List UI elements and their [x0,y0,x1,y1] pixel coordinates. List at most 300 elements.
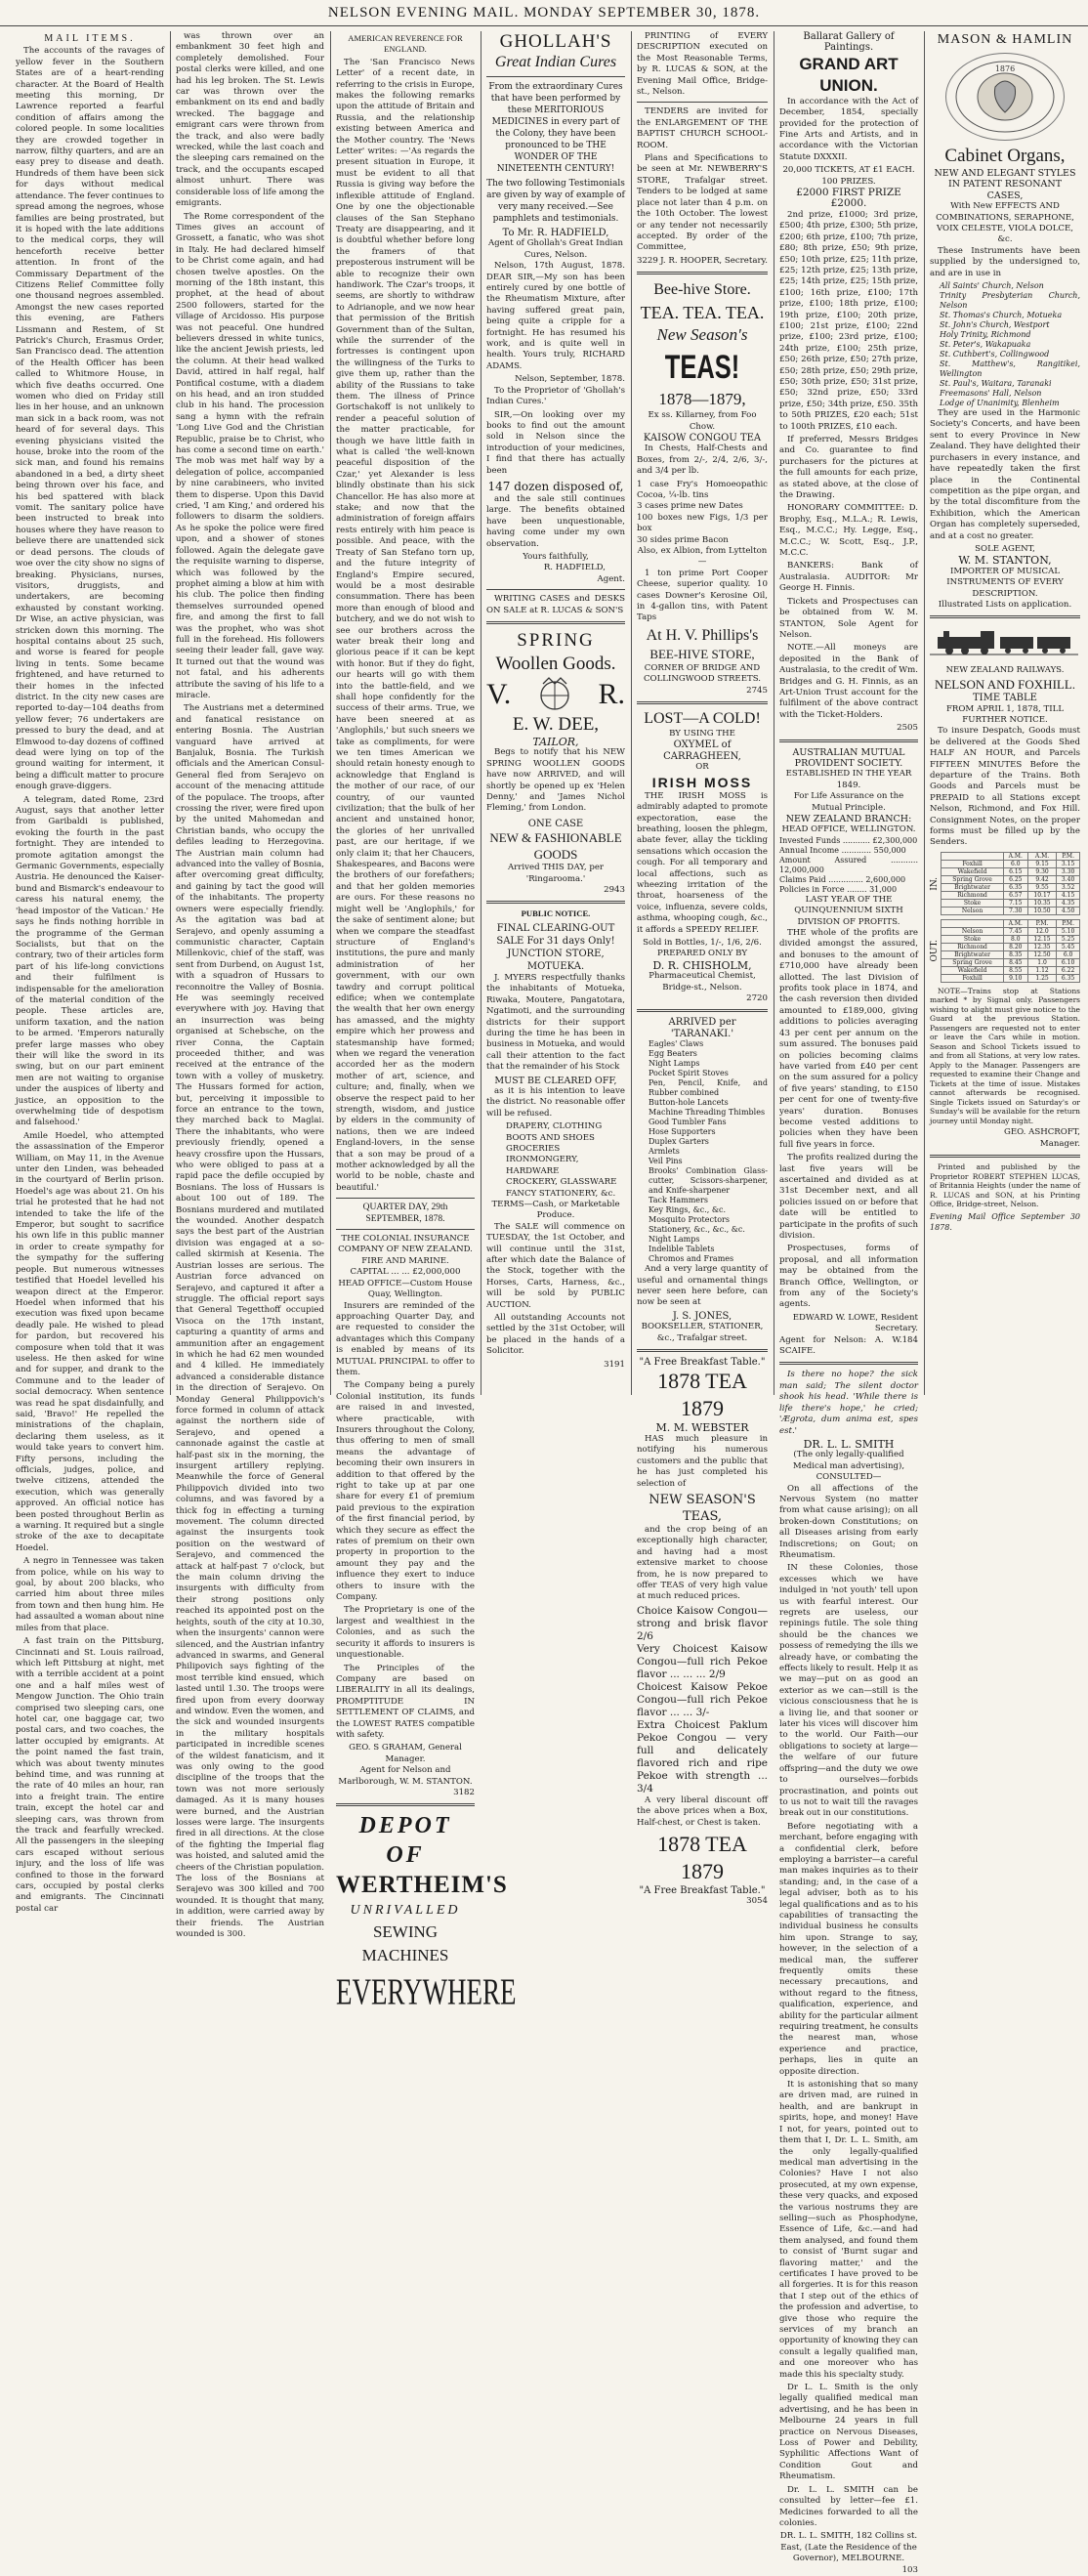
list-item: St. Thomas's Church, Motueka [940,311,1063,320]
table-row [942,860,1080,867]
terms-label: TERMS—Cash, or Marketable Produce. [491,1200,620,1221]
list-item: Indelible Tablets [649,1245,715,1254]
beehive-heading: Bee-hive Store. [653,281,751,299]
list-item: IRONMONGERY, HARDWARE [506,1155,579,1176]
from-date-label: FROM APRIL 1, 1878, TILL FURTHER NOTICE. [945,703,1065,725]
list-item: St. Cuthbert's, Collingwood [940,350,1050,359]
column-mail-items [12,31,168,1914]
table-row [942,958,1080,966]
list-item: FANCY STATIONERY, &c. [506,1188,616,1199]
divider [486,621,625,624]
new-goods-heading: NEW & FASHIONABLE GOODS [489,830,622,863]
printed-by-text: Printed and published by the Proprietor ROBERT STEPHEN LUCAS, of Britannia Heights (under the name of R. LUCAS and SON, at his Printing Office, Bridge-street, Nelson. [930,1162,1080,1209]
time-cell: 10.50 [1027,907,1056,914]
insurance-subtitle: FIRE AND MARINE. [361,1255,449,1266]
chemist-label: Pharmaceutical Chemist, Bridge-st., Nelson. [649,971,756,992]
time-cell: 7.15 [1003,899,1027,907]
letter-signature: R. HADFIELD, [543,563,606,573]
table-row [942,867,1080,875]
printing-ad: PRINTING of EVERY DESCRIPTION executed on the Most Reasonable Terms, by R. LUCAS & SON, at the Evening Mail Office, Bridge-st., Nelson. [637,31,768,98]
price-item: Choicest Kaisow Pekoe Congou—full rich Pekoe flavor ... ... 3/- [637,1680,768,1718]
railway-note: NOTE—Trains stop at Stations marked * by Signal only. Passengers wishing to alight must give notice to the Guard at the previous Station. Passengers are requested not to enter or leave the Cars while in motion. Season and School Tickets issued to and from all Stations, at very low rates. Apply to the Manager. Passengers are requested to examine their Change and Tickets at the time of issue. Mistakes cannot afterwards be recognised. Single Tickets issued on Saturday's or Sunday's will be available for the return journey until Monday night. [930,986,1080,1125]
list-item: Lodge of Unanimity, Blenheim [940,399,1060,408]
station-name: Foxhill [942,974,1003,982]
myers-text: J. MYERS respectfully thanks the inhabitants of Motueka, Riwaka, Moutere, Pangatotara, Ngatimoti, and the surrounding districts for their support during the time he has been in business in Motueka, and would call their attention to the fact that the remainder of his Stock [486,972,625,1073]
sale-text: All outstanding Accounts not settled by the 31st October, will be placed in the hands of a Solicitor. [486,1313,625,1357]
table-row [942,927,1080,935]
divider [486,589,625,590]
figure-row: Invested Funds ........... £2,300,000 [779,835,918,845]
list-item: Key Rings, &c., &c. [649,1205,726,1215]
time-cell: 9.42 [1027,875,1056,883]
ad-number: 2943 [604,885,625,896]
final-sale-heading: FINAL CLEARING-OUT SALE For 31 days Only! JUNCTION STORE, MOTUEKA. [496,922,615,972]
list-item: Mosquito Protectors [649,1215,730,1225]
nz-branch-heading: NEW ZEALAND BRANCH: [785,814,912,824]
time-cell: 6.10 [1057,958,1080,966]
divider [336,1229,475,1230]
also-label: Also, ex Albion, from Lyttelton— [637,546,768,568]
time-header: P.M. [1057,852,1080,860]
hooper-signature: J. R. HOOPER, Secretary. [660,255,768,266]
station-name: Wakefield [942,867,1003,875]
article-paragraph: The Austrians met a determined and fanatical resistance on entering Bosnia. The Austrian vanguard have arrived at Banjaluk, Bosnia. The Turkish officials and the American Consul-General fled from Serajevo on account of the menacing attitude of the populace. The troops, after crossing the river, were fired upon by the united Mahomedan and Christian bands, who occupy the defiles leading to Herzegovina. The Austrian main column had advanced into the valley of Bosnia, after overcoming great difficulty, and gaining by tact the good will of the inhabitants. The property owners were especially friendly. As the agitation was bad at Serajevo, and openly assuming a communistic character, Captain Millenkovic, chief of the staff, was sent from Durbend, on August 1st, with a squadron of Hussars to reconnoitre the Valley of Bosnia. He was seemingly received everywhere with joy. Having that an insurrection was being organised at Schebsche, on the river Conna, the Captain proceeded thither, and was received at the entrance of the town with a volley of musketry. The Hussars formed for action, but, perceiving it impossible to force an entrance to the town, they marched back to Maglai. There the inhabitants, who were previously friendly, opened a heavy crossfire upon the Hussars, who were obliged to pass at a rapid pace the defile occupied by Bosnians. The loss of Hussars is about 100 out of 189. The Bosnians murdered and mutilated the wounded. Another despatch says the best part of the Austrian division was engaged at a so-called skirmish at Kesenia. The Austrian losses are serious. The Austrian force advanced on Serajevo, and captured it after a struggle. The official report says that General Tegetthoff occupied Visoca on the 17th instant, capturing a quantity of arms and ammunition after an engagement in which he had 62 men wounded and 4 killed. He immediately advanced a considerable distance in the direction of Serajevo. On Monday General Philippovich's force formed in column of attack against the northern side of Serajevo, and opened a cannonade against the castle at half-past six in the morning, the insurgent artillery replying. Meanwhile the force of General Philippovich divided into two columns, and was favored by a thick fog in effecting a turning movement. The column directed against the insurgents took position on the westward of Serajevo, and commenced the attack at half-past 7 o'clock, but the main column driving the insurgents with difficulty from their strong positions only reached its appointed post on the heights, south of the city at 10.30, when the insurgents' cannon were silenced, and the Austrian infantry advanced in swarms, and General Philipovich says fighting of the most terrible kind ensued, which lasted until 1.30. The troops were fired upon from every doorway and window. Even the women, and the sick and wounded insurgents in the military hospitals participated in incredible scenes of the wildest fanaticism, and it was only owing to the good discipline of the troops that the town was not more seriously damaged. As it is many houses were burned, and the Austrian losses were large. The insurgents fired in all directions. At the close of the fighting the Imperial flag was hoisted, and saluted amid the cheers of the Christian population. The loss of the Bosnians at Serajevo was 300 killed and 700 wounded. It is thought that many, in addition, were carried away by their friends. The Austrian wounded is 300. [176,703,324,1940]
table-row [942,950,1080,958]
years-heading: 1878—1879, [658,390,746,409]
free-breakfast-heading: "A Free Breakfast Table." [639,1357,766,1369]
list-item: Pen, Pencil, Knife, and Rubber combined [649,1078,768,1098]
figure-row: Policies in Force ........ 31,000 [779,884,898,894]
art-union-text: If preferred, Messrs Bridges and Co. guarantee to find purchasers for the pictures at the full amounts for each prize, as stated above, at the close of the Drawing. [779,435,918,501]
list-item: Egg Beaters [649,1049,697,1059]
bookseller-label: BOOKSELLER, STATIONER, &c., Trafalgar street. [641,1322,764,1343]
ad-number: 3182 [453,1787,475,1797]
time-cell: 4.35 [1057,899,1080,907]
list-item: Pocket Spirit Stoves [649,1069,729,1078]
testimonial-letter: SIR,—On looking over my books to find out the amount sold in Nelson since the introduction of your medicines, I find that there has actually been [486,409,625,476]
list-item: Chromos and Frames [649,1254,734,1264]
time-cell: 5.45 [1057,943,1080,950]
organs-text: They are used in the Harmonic Society's Concerts, and have been sent to every Province in New Zealand. They have delighted their purchasers in every instance, and have repeatedly taken the first place in the Continental competition as the pipe organ, and by the total discomfiture from the Exhibition, which the American Organ has completely superseded, and at a cost no greater. [930,408,1080,541]
committee-text: HONORARY COMMITTEE: D. Brophy, Esq., M.L.A.; R. Lewis, Esq., M.C.C.; Hy. Legge, Esq., M.C.C.; W. Scott, Esq., J.P., M.C.C. [779,503,918,559]
column-rule [330,31,331,1395]
tender-signature-row [637,256,768,267]
list-item: All Saints' Church, Nelson [940,281,1044,291]
mail-items-heading: MAIL ITEMS. [44,33,136,44]
time-cell: 8.55 [1003,966,1027,974]
list-item: 30 sides prime Bacon [637,534,729,545]
variety-text: And a very large quantity of useful and ornamental things never seen here before, can now be seen at [637,1264,768,1308]
oxymel-label: OXYMEL of CARRAGHEEN, [663,739,741,762]
smith-address: DR. L. L. SMITH, 182 Collins st. East, (Late the Residence of the Governor), MELBOURNE. [779,2531,918,2564]
ashcroft-signature: GEO. ASHCROFT, [1004,1127,1080,1138]
locomotive-icon [930,627,1078,656]
table-row [942,891,1080,899]
or-label: OR [695,762,709,773]
prize-list-text: 2nd prize, £1000; 3rd prize, £500; 4th prize, £300; 5th prize, £200; 6th prize, £100; 7th prize, £80; 8th prize, £50; 9th prize, £50; 10th prize, £25; 11th prize, £25; 12th prize, £25; 13th prize, £25; 14th prize, £25; 15th prize, £100; 16th prize, £100; 17th prize, £100; 18th prize, £100; 19th prize, £100; 20th prize, £100; 21st prize, £100; 22nd prize, £100; 23rd prize, £100; 24th prize, £100; 25th prize, £50; 26th prize, £50; 27th prize, £50; 28th prize, £50; 29th prize, £50; 30th prize, £50; 31st prize, £50; 32nd prize, £50; 33rd prize, £50; 34th prize, £50. 35th to 50th PRIZES, £20 each; 51st to 100th PRIZES, £10 each. [779,209,918,432]
divider [637,701,768,704]
column-rule [924,31,925,1395]
article-paragraph: A negro in Tennessee was taken from police, while on his way to goal, by about 200 blacks, who carried him about three miles from town and then hung him. He had assaulted a woman about nine miles from that place. [16,1556,164,1633]
list-item: Night Lamps [649,1235,700,1245]
divider [637,1009,768,1012]
tea-price-list [637,1605,768,1795]
time-cell: 12.15 [1027,935,1056,943]
in-label: IN. [930,876,940,891]
nz-railways-heading: NEW ZEALAND RAILWAYS. [945,664,1065,675]
time-cell: 8.45 [1003,958,1027,966]
nelson-foxhill-heading: NELSON AND FOXHILL. [934,677,1076,693]
ad-number: 2745 [746,685,768,696]
smith-text: Dr. L. L. SMITH can be consulted by letter—fee £1. Medicines forwarded to all the colonies. [779,2484,918,2528]
timetable-out-table [941,919,1080,983]
amp-heading: AUSTRALIAN MUTUAL PROVIDENT SOCIETY. [792,746,905,769]
ghollah-intro: From the extraordinary Cures that have been performed by these MERITORIOUS MEDICINES in every part of the Colony, they have been pronounced to be THE WONDER OF THE NINETEENTH CENTURY! [488,82,623,174]
list-item: Eagles' Claws [649,1039,704,1049]
art-union-text: In accordance with the Act of December, 1854, specially provided for the protection of Fine Arts and Artists, and in accordance with the Victorian Statute DXXXII. [779,96,918,162]
ad-number: 3191 [604,1359,625,1370]
amp-text: Prospectuses, forms of proposal, and all information may be obtained from the Branch Office, Wellington, or from any of the Society's agents. [779,1244,918,1310]
prepared-label: PREPARED ONLY BY [656,949,748,959]
masthead: NELSON EVENING MAIL. MONDAY SEPTEMBER 30, 1878. [0,0,1088,26]
time-cell: 1.0 [1027,958,1056,966]
sewing-machines-heading: SEWING MACHINES [361,1922,449,1965]
letter-addressee-sub: Agent of Ghollah's Great Indian Cures, Nelson. [487,238,624,260]
price-item: Very Choicest Kaisow Congou—full rich Pekoe flavor ... ... ... 2/9 [637,1642,768,1680]
price-item: Extra Choicest Paklum Pekoe Congou — very full and delicately flavored rich and ripe Pekoe with strength ... 3/4 [637,1718,768,1795]
list-item: Button-hole Lancets [649,1098,729,1108]
insurance-paragraph: The Principles of the Company are based on LIBERALITY in all its dealings, PROMPTITUDE IN SETTLEMENT OF CLAIMS, and the LOWEST RATES compatible with safety. [336,1663,475,1740]
grocery-list [637,480,768,546]
one-case-label: ONE CASE [527,818,584,829]
arrived-taranaki-heading: ARRIVED per 'TARANAKI.' [668,1017,736,1039]
amp-figures [779,836,918,895]
insurance-capital: CAPITAL ... ... £2,000,000 [350,1267,461,1278]
station-name: Brightwater [942,883,1003,891]
divider [637,272,768,274]
time-cell: 6.35 [1003,883,1027,891]
timetable-in [930,852,1080,915]
teas-heading: TEAS! [664,349,740,387]
table-row [942,943,1080,950]
list-item: Good Tumbler Fans [649,1118,727,1127]
list-item: 3 cases prime new Dates [637,501,743,512]
time-cell: 12.50 [1027,950,1056,958]
divider [486,76,625,77]
royal-crest-icon [533,676,576,713]
medal-year: 1876 [994,64,1016,73]
figure-row: Amount Assured ........... 12,000,000 [779,855,918,874]
smith-text: On all affections of the Nervous System (no matter from what cause arising); on all broken-down Constitutions; on all Diseases arising from early Indiscretions; on Gout; on Rheumatism. [779,1483,918,1560]
also-text: 1 ton prime Port Cooper Cheese, superior quality. 10 cases Downer's Kerosine Oil, in 4-gallon tins, with Patent Taps [637,568,768,623]
time-cell: 6.0 [1003,860,1027,867]
time-header: P.M. [1027,919,1056,927]
lowe-signature: EDWARD W. LOWE, Resident Secretary. [792,1312,918,1334]
bottles-label: Sold in Bottles, 1/-, 1/6, 2/6. [643,937,762,948]
arrived-items-list [637,1039,768,1264]
tickets-label: 20,000 TICKETS, AT £1 EACH. 100 PRIZES. [782,165,915,187]
time-header: A.M. [1003,919,1027,927]
smith-text: Dr L. L. Smith is the only legally qualified medical man advertising, and he has been in Melbourne 24 years in full practice on Nervous Diseases, Loss of Power and Debility, Syphilitic Affections Want of Condition Gout and Rheumatism. [779,2383,918,2482]
letter-signature-title: Agent. [597,573,625,584]
time-cell: 4.50 [1057,907,1080,914]
time-cell: 6.22 [1057,966,1080,974]
time-cell: 8.20 [1003,943,1027,950]
organs-text: These Instruments have been supplied by the undersigned to, and are in use in [930,245,1080,278]
time-cell: 5.25 [1057,935,1080,943]
insurance-manager: GEO. S GRAHAM, General Manager. [349,1743,462,1764]
timetable-in-table [941,852,1080,915]
time-cell: 3.30 [1057,867,1080,875]
irish-moss-heading: IRISH MOSS [651,774,753,790]
time-header: A.M. [1003,852,1027,860]
divider [779,739,918,742]
divider [336,1803,475,1806]
must-clear-label: MUST BE CLEARED OFF, [494,1075,617,1086]
dozen-disposed: 147 dozen disposed of, [487,479,624,493]
column-teas [633,31,772,1907]
amp-established: ESTABLISHED IN THE YEAR 1849. [785,769,912,790]
time-cell: 1.25 [1027,974,1056,982]
insurance-office: HEAD OFFICE—Custom House Quay, Wellington. [338,1278,473,1300]
medal-icon [951,58,1059,136]
time-cell: 12.0 [1027,927,1056,935]
list-item: St. Peter's, Wakapuaka [940,340,1031,350]
column-rule [631,31,632,1395]
time-cell: 9.10 [1003,974,1027,982]
manager-label: Manager. [1039,1138,1080,1149]
tea-year-heading: 1878 TEA 1879 [657,1831,747,1883]
time-cell: 3.52 [1057,883,1080,891]
irish-moss-text: THE IRISH MOSS is admirably adapted to promote expectoration, ease the breathing, loosen the phlegm, abate fever, allay the tickling sensations which occasion the cough. For all temporary and local affections, such as wheezing irritation of the throat, hoarseness of the voice, influenza, severe colds, asthma, whooping cough, &c., it affords a SPEEDY RELIEF. [637,790,768,935]
list-item: Trinity Presbyterian Church, Nelson [940,291,1080,311]
time-cell: 4.15 [1057,891,1080,899]
dee-text: Begs to notify that his NEW SPRING WOOLLEN GOODS have now ARRIVED, and will shortly be opened up ex 'Helen Denny,' and 'James Nichol Fleming,' from London. [486,747,625,814]
divider [930,615,1080,618]
station-header [942,919,1003,927]
column-art-union [775,31,922,2575]
public-notice-heading: PUBLIC NOTICE. [521,908,591,919]
myers-text: as it is his intention to leave the district. No reasonable offer will be refused. [486,1085,625,1119]
great-indian-cures-heading: Great Indian Cures [494,54,617,70]
mason-hamlin-heading: MASON & HAMLIN [937,32,1073,47]
time-cell: 9.15 [1027,860,1056,867]
quarter-day-heading: QUARTER DAY, 29th SEPTEMBER, 1878. [362,1203,448,1224]
sole-agent-label: SOLE AGENT, [975,543,1035,554]
smith-heading: DR. L. L. SMITH [803,1437,895,1451]
american-reverence-heading: AMERICAN REVERENCE FOR ENGLAND. [348,33,463,55]
list-item: St. Matthew's, Rangitikei, Wellington [940,359,1080,379]
article-paragraph: The accounts of the ravages of yellow fever in the Southern States are of a heart-rending character. At the Board of Health meeting this morning, Dr Lawrence reported a fearful condition of affairs among the colored people. In some localities they are crowded together in narrow, filthy quarters, and are an easy prey to disease and death. Hundreds of them have been sick for days without medical attendance. The fever continues to spread among the negroes, whose families are being prostrated, but it is hoped with the late additions to the medical corps, they will henceforth receive better attention. In front of the Commissary Department of the Citizens Relief Committee folly one thousand negroes assembled. Amongst the new cases reported this evening, are Fathers Lissmann and Restem, of St Patrick's Church, Erasmus Order, San Francisco dead. The attention of the Health Officer has been called to Whitmore House, in which five deaths occurred. One women who died on Friday still lies in her house, and an unknown man sick in a back room, was not heard of for several days. This evening physicians visited the house, broke into the room of the sick man, and found his remains abandoned in a bed, a dirty sheet being thrown over his face, and his bed spattered with black vomit. The sanitary police have been instructed to break into houses where they have reason to believe there are unattended sick or dead persons. The clouds of woe over the city show no signs of breaking. Physicians, nurses, visitors, druggists, and undertakers, are becoming exhausted by constant working. Dr Wise, an active physician, was stricken down this morning. The hospital contains about 25 such, and worse is feared for people living in tents. Some became frightened, and have returned to their homes in the infected district. In the city new cases are reported to-day—104 deaths from yellow fever; 76 undertakers are pressed to bury the dead, and at Elmwood to-day dozens of coffined dead were lying on top of the ground waiting for interment, it being a difficult matter to procure enough grave-diggers. [16,46,164,792]
unrivalled-heading: UNRIVALLED [350,1903,461,1919]
list-item: Veil Pins [649,1157,683,1166]
list-item: GROCERIES [506,1143,561,1154]
smith-text: IN these Colonies, those excesses which we have indulged in 'not youth' tell upon us with fearful interest. Our regrets are useless, our repinings futile. The sole thing should be the chances we possess of remedying the ills we already have, or combating the effects likely to result. Help it as we may—put on as good an exterior as we can—still is the vicious consciousness that he is a living lie, and that sooner or later his vices will discover him to the world. Our Faith—our obligations to society at large—the welfare of our future offspring—and the duty we owe to ourselves—forbids procrastination, and points out to us not to wait till the ravages break out in our constitutions. [779,1563,919,1819]
chisholm-heading: D. R. CHISHOLM, [652,958,752,972]
ghollah-testimonials: The two following Testimonials are given by way of example of very many received.—See pamphlets and testimonials. [486,179,625,224]
ad-number: 3054 [746,1896,768,1907]
list-item: DRAPERY, CLOTHING [506,1121,603,1132]
royal-crest-row [486,676,625,713]
list-item: Holy Trinity, Richmond [940,330,1031,340]
first-prize-heading: £2000 FIRST PRIZE £2000. [796,187,901,210]
table-row [942,907,1080,914]
time-cell: 8.35 [1003,950,1027,958]
time-cell: 9.55 [1027,883,1056,891]
timetable-out [930,919,1080,983]
column-ghollah [482,31,629,1395]
column-organs-railways [926,31,1084,1395]
ad-number: 184 [901,1334,918,1345]
table-row [942,899,1080,907]
time-cell: 6.25 [1003,875,1027,883]
ad-number: 2720 [746,993,768,1003]
lost-cold-heading: LOST—A COLD! [644,710,761,728]
letter-addressee: To Mr. R. HADFIELD, [502,228,609,238]
station-name: Stoke [942,899,1003,907]
free-breakfast-heading: "A Free Breakfast Table." [639,1884,766,1896]
list-item: 100 boxes new Figs, 1/3 per box [637,512,768,534]
list-item: 1 case Fry's Homoeopathic Cocoa, ¼-lb. tins [637,479,768,500]
out-label: OUT. [930,940,940,962]
column-american-reverence [332,31,517,2013]
depot-heading: DEPOT OF [358,1813,452,1869]
figure-row: Annual Income ............ 550,000 [779,845,906,855]
article-paragraph: The Rome correspondent of the Times gives an account of Grossett, a fanatic, who was shot in Italy. He had declared himself to be Christ come again, and had chosen twelve apostles. On the morning of the 18th instant, this prophet, at the head of about 2500 followers, started for the village of Arcidosso. His purpose was not peaceful. One hundred believers dressed in white tunics, like the ancient Jewish priests, led the column. At their head walked David, attired in half regal, half Pontifical costume, with a diadem on his head, and an iron studded club in his hand. The procession sang a hymn with the refrain 'Long Live God and the Christian Republic, praise be to Christ, who has come a second time on earth.' The mob was met half way by a delegation of police, accompanied by nine carabineers, who invited them to disperse. Upon this David cried, 'I am King,' and ordered his followers to disarm the soldiers. As he spoke the police were fired upon, and a shower of stones followed. Again the delegate gave the requisite warning to disperse, which was followed by the prophet aiming a blow at him with his club. The police then finding themselves surrounded opened fire, and among the first to fall was the prophet, who was shot full in the forehead. His followers seeing their leader fall, gave way. It turned out that the wound was not fatal, and his adherents attribute the saving of his life to a miracle. [176,211,324,700]
time-cell: 6.15 [1003,867,1027,875]
station-name: Wakefield [942,966,1003,974]
stanton-heading: W. M. STANTON, [958,554,1052,568]
article-paragraph: Amile Hoedel, who attempted the assassination of the Emperor William, on May 11, in the Avenue unter den Linden, was beheaded in the courtyard of Berlin prison. Hoedel's age was about 21. On his trial he protested that he had not intended to take the life of the Emperor, but sought to sacrifice his own life in this public manner in order to create sympathy for the sympathy for the suffering people. But numerous witnesses testified that Hoedel levelled his weapon direct at the Emperor. Hoedel when informed that his execution was fixed upon became deadly pale. He wished to plead for pardon, but recovered his composure when told that it was useless. He then asked for wine and for supper, and drank to the Commune and to the leader of social democracy. When sentence was read he spat disdainfully, and said, 'Bravo!' He repelled the ministrations of the chaplain, declaring them useless, as it would take years to convert him. Fifty persons, including the officials, judges, police, and twelve citizens, attended the execution, which was generally approved. An official notice has been posted throughout Berlin as a warning. It required but a single stroke of the axe to decapitate Hoedel. [16,1130,164,1553]
article-paragraph: A fast train on the Pittsburg, Cincinnati and St. Louis railroad, which left Pittsburg at night, met with a terrible accident at a point one and a half miles west of Mengow Junction. The Ohio train comprised two sleeping cars, one hotel car, one baggage car, two postal cars, and two coaches, the latter occupied by emigrants. At the point named the fast train, which was about twenty minutes behind time, and was running at the rate of 40 miles an hour, ran into a freight train. The entire train, except the hotel car and sleeping cars, was thrown from the track and fearfully wrecked. All the passengers in the sleeping cars escaped without serious injury, and the loss of life was confined to those in the forward cars, occupied by postal clerks and emigrants. The Cincinnati postal car [16,1636,164,1914]
time-cell: 6.57 [1003,891,1027,899]
webster-heading: M. M. WEBSTER [655,1421,749,1435]
amp-text: The profits realized during the last five years will be ascertained and divided as at 31st December next, and all policies issued on or before that date will be entitled to participate in the profits of such division. [779,1153,918,1241]
table-row [942,974,1080,982]
list-item: BOOTS AND SHOES [506,1132,595,1143]
time-cell: 3.15 [1057,860,1080,867]
head-office-label: HEAD OFFICE, WELLINGTON. [781,824,916,835]
time-cell: 3.40 [1057,875,1080,883]
writing-cases-ad: WRITING CASES and DESKS ON SALE at R. LUCAS & SON'S [486,594,625,615]
wertheim-heading: WERTHEIM'S [336,1872,508,1899]
woollen-goods-heading: Woollen Goods. [495,654,616,674]
catalogues-label: Illustrated Lists on application. [938,599,1072,610]
letter-date: Nelson, September, 1878. [515,374,625,385]
corner-label: CORNER OF BRIDGE AND COLLINGWOOD STREETS. [643,662,762,685]
by-using-label: BY USING THE [669,729,735,739]
station-name: Foxhill [942,860,1003,867]
poem-text: Is there no hope? the sick man said; The silent doctor shook his head. 'While there is life there's hope,' he cried; 'Ægrota, dum anima est, spes est.' [779,1370,918,1436]
station-name: Spring Grove [942,875,1003,883]
article-paragraph: was thrown over an embankment 30 feet high and completely demolished. Four postal clerks were killed, and one had his leg broken. The St. Lewis car was thrown over the embankment on its end and badly wrecked. The baggage and emigrant cars were thrown from the track, and also were badly wrecked, while the last coach and the sleeping cars remained on the track, and the occupants escaped almost unhurt. There was considerable loss of life among the emigrants. [176,31,324,209]
smith-text: It is astonishing that so many are driven mad, are ruined in health, and are bankrupt in spirits, hope, and money! Have I not, for years, pointed out to them that I, Dr. L. L. Smith, am the only legally-qualified medical man advertising in the Colonies? Have I not also prosecuted, at my own expense, these very quacks, and exposed the various nostrums they are selling—such as Phosphodyne, Essence of Life, &c.—and had them analysed, and found them to consist of 'Burnt sugar and flavoring matter,' and the certificates I have proved to be all forgeries. It is for this reason that I step out of the ethics of the profession and advertise, to give those who require the services of my branch an opportunity of knowing they can consult a legally qualified man, and one moreover who has made this his specialty study. [779,2080,918,2380]
kaisow-label: KAISOW CONGOU TEA [643,432,762,443]
webster-text: and the crop being of an exceptionally high character, and having had a most extensive market to choose from, he is now prepared to offer TEAS of very high value at much reduced prices. [637,1524,768,1602]
column-news [172,31,328,1940]
new-season-heading: New Season's [656,325,748,345]
station-name: Richmond [942,943,1003,950]
tenders-text: Plans and Specifications to be seen at Mr. NEWBERRY'S STORE, Trafalgar street. Tenders to be lodged at same place not later than 4 p.m. on the 10th October. The lowest or any tender not necessarily accepted. By order of the Committee, [637,153,768,253]
table-row [942,935,1080,943]
tea-tea-tea-heading: TEA. TEA. TEA. [640,303,765,323]
new-season-teas-heading: NEW SEASON'S TEAS, [649,1492,756,1524]
webster-text: HAS much pleasure in notifying his numerous customers and the public that he has just completed his selection of [637,1433,768,1489]
smith-subheading: (The only legally-qualified Medical man advertising), [792,1450,905,1471]
time-cell: 7.30 [1003,907,1027,914]
divider [637,1349,768,1352]
time-cell: 6.35 [1057,974,1080,982]
consulted-label: CONSULTED— [816,1472,882,1483]
dee-heading: E. W. DEE, [512,714,600,735]
list-item: Tack Hammers [649,1196,708,1205]
ballarat-heading: Ballarat Gallery of Paintings. [803,31,895,54]
medal-emblem [945,53,1065,141]
importer-label: IMPORTER OF MUSICAL INSTRUMENTS OF EVERY DESCRIPTION. [946,566,1064,599]
station-header [942,852,1003,860]
stock-list [486,1121,625,1200]
arrived-label: Arrived THIS DAY, per 'Ringarooma.' [507,863,605,884]
ad-number: 2505 [897,723,918,734]
price-item: Choice Kaisow Congou—strong and brisk flavor 2/6 [637,1604,768,1642]
insurance-paragraph: The Company being a purely Colonial institution, its funds are raised in and invested, where practicable, with Insurers throughout the Colony, thus offering to men of small means the advantage of becoming their own insurers in addition to that offered by the right to take up at par one share for every £1 of premium paid previous to the expiration of the first financial period, by which they secure as effect the rates of premium on their own property in proportion to the amount they pay and the influence they exert to induce others to insure with the Company. [336,1380,475,1603]
letter-addressee: To the Proprietor of 'Ghollah's Indian Cures.' [486,385,625,407]
discount-text: A very liberal discount off the above prices when a Box, Half-chest, or Chest is taken. [637,1795,768,1828]
time-cell: 6.0 [1057,950,1080,958]
beehive-store-heading: BEE-HIVE STORE, [649,646,755,661]
table-row [942,883,1080,891]
time-cell: 9.30 [1027,867,1056,875]
letter-closing: Yours faithfully, [523,551,589,562]
ad-number: 103 [901,2564,918,2575]
list-item: St. John's Church, Westport [940,320,1050,330]
agent-row [779,1335,918,1358]
list-item: Armlets [649,1147,680,1157]
grand-art-union-heading: GRAND ART UNION. [799,54,899,95]
divider [637,102,768,103]
quinquennium-heading: LAST YEAR OF THE QUINQUENNIUM SIXTH DIVISION OF PROFITS. [794,894,903,927]
crest-letter-v: V. [486,678,512,710]
testimonial-letter: Nelson, 17th August, 1878. DEAR SIR,—My son has been entirely cured by one bottle of the Rheumatism Mixture, after having suffered great pain, being quite a cripple for a fortnight. He has resumed his work, and is quite well in health. Yours truly, RICHARD ADAMS. [486,261,625,371]
bankers-text: BANKERS: Bank of Australasia. AUDITOR: Mr George H. Finnis. [779,561,918,594]
time-cell: 7.45 [1003,927,1027,935]
figure-row: Claims Paid .............. 2,600,000 [779,874,906,884]
list-item: St. Paul's, Waitara, Taranaki [940,379,1052,389]
tea-year-heading: 1878 TEA 1879 [657,1369,747,1421]
insurance-paragraph: Insurers are reminded of the approaching Quarter Day, and are requested to consider the advantages which this Company is enabled by means of its MUTUAL PRINCIPAL to offer to them. [336,1300,475,1377]
effects-label: With New EFFECTS AND COMBINATIONS, SERAPHONE, VOIX CELESTE, VIOLA DOLCE, &c. [936,201,1074,245]
footer-line: Evening Mail Office September 30 1878. [930,1211,1080,1233]
station-name: Richmond [942,891,1003,899]
despatch-text: To insure Despatch, Goods must be delivered at the Goods Shed HALF AN HOUR, and Parcels FIFTEEN MINUTES Before the departure of the Trains. Both Goods and Parcels must be PREPAID to all Stations except Nelson, Richmond, and Fox Hill. Consignment Notes, on the proper forms must be filled up by the Senders. [930,726,1080,848]
list-item: Machine Threading Thimbles [649,1108,766,1118]
new-styles-heading: NEW AND ELEGANT STYLES IN PATENT RESONANT CASES, [934,168,1076,201]
tenders-ad: TENDERS are invited for the ENLARGEMENT OF THE BAPTIST CHURCH SCHOOL-ROOM. [637,106,768,150]
jones-heading: J. S. JONES, [672,1310,732,1322]
time-header: P.M. [1057,919,1080,927]
station-name: Brightwater [942,950,1003,958]
divider [486,901,625,904]
time-cell: 10.17 [1027,891,1056,899]
divider [779,1362,918,1365]
list-item: Freemasons' Hall, Nelson [940,389,1042,399]
time-cell: 1.12 [1027,966,1056,974]
ad-number: 3229 [637,255,658,266]
smith-text: Before negotiating with a merchant, before engaging with a confidential clerk, before employing a barrister—a careful man makes inquiries as to their standing; and, in the case of a legal adviser, both as to his legal qualifications and as to his capabilities of transacting the individual business he consults him upon. Strange to say, however, in the selection of a medical man, the sufferer frequently omits these necessary precautions, and without regard to the fitness, qualification, experience, and ability for the particular ailment requiring treatment, he consults the nearest man, whose experience and practice, perhaps, lies in quite an opposite direction. [779,1821,918,2077]
time-cell: 12.35 [1027,943,1056,950]
amp-text: THE whole of the profits are divided amongst the assured, and bonuses to the amount of £710,000 have already been allotted. The last Division of profits took place in 1874, and the cash reversion then divided amounted to £189,000, giving additions to policies averaging 43 per cent per annum on the sum assured. The bonuses paid on policies becoming claims have varied from £40 per cent on the sum assured for a policy of five years' standing, to £150 per cent for one of twenty-five years' duration. Bonuses become vested additions to policies when they have been full five years in force. [779,928,918,1150]
prospectus-text: Tickets and Prospectuses can be obtained from W. M. STANTON, Sole Agent for Nelson. [779,596,918,640]
